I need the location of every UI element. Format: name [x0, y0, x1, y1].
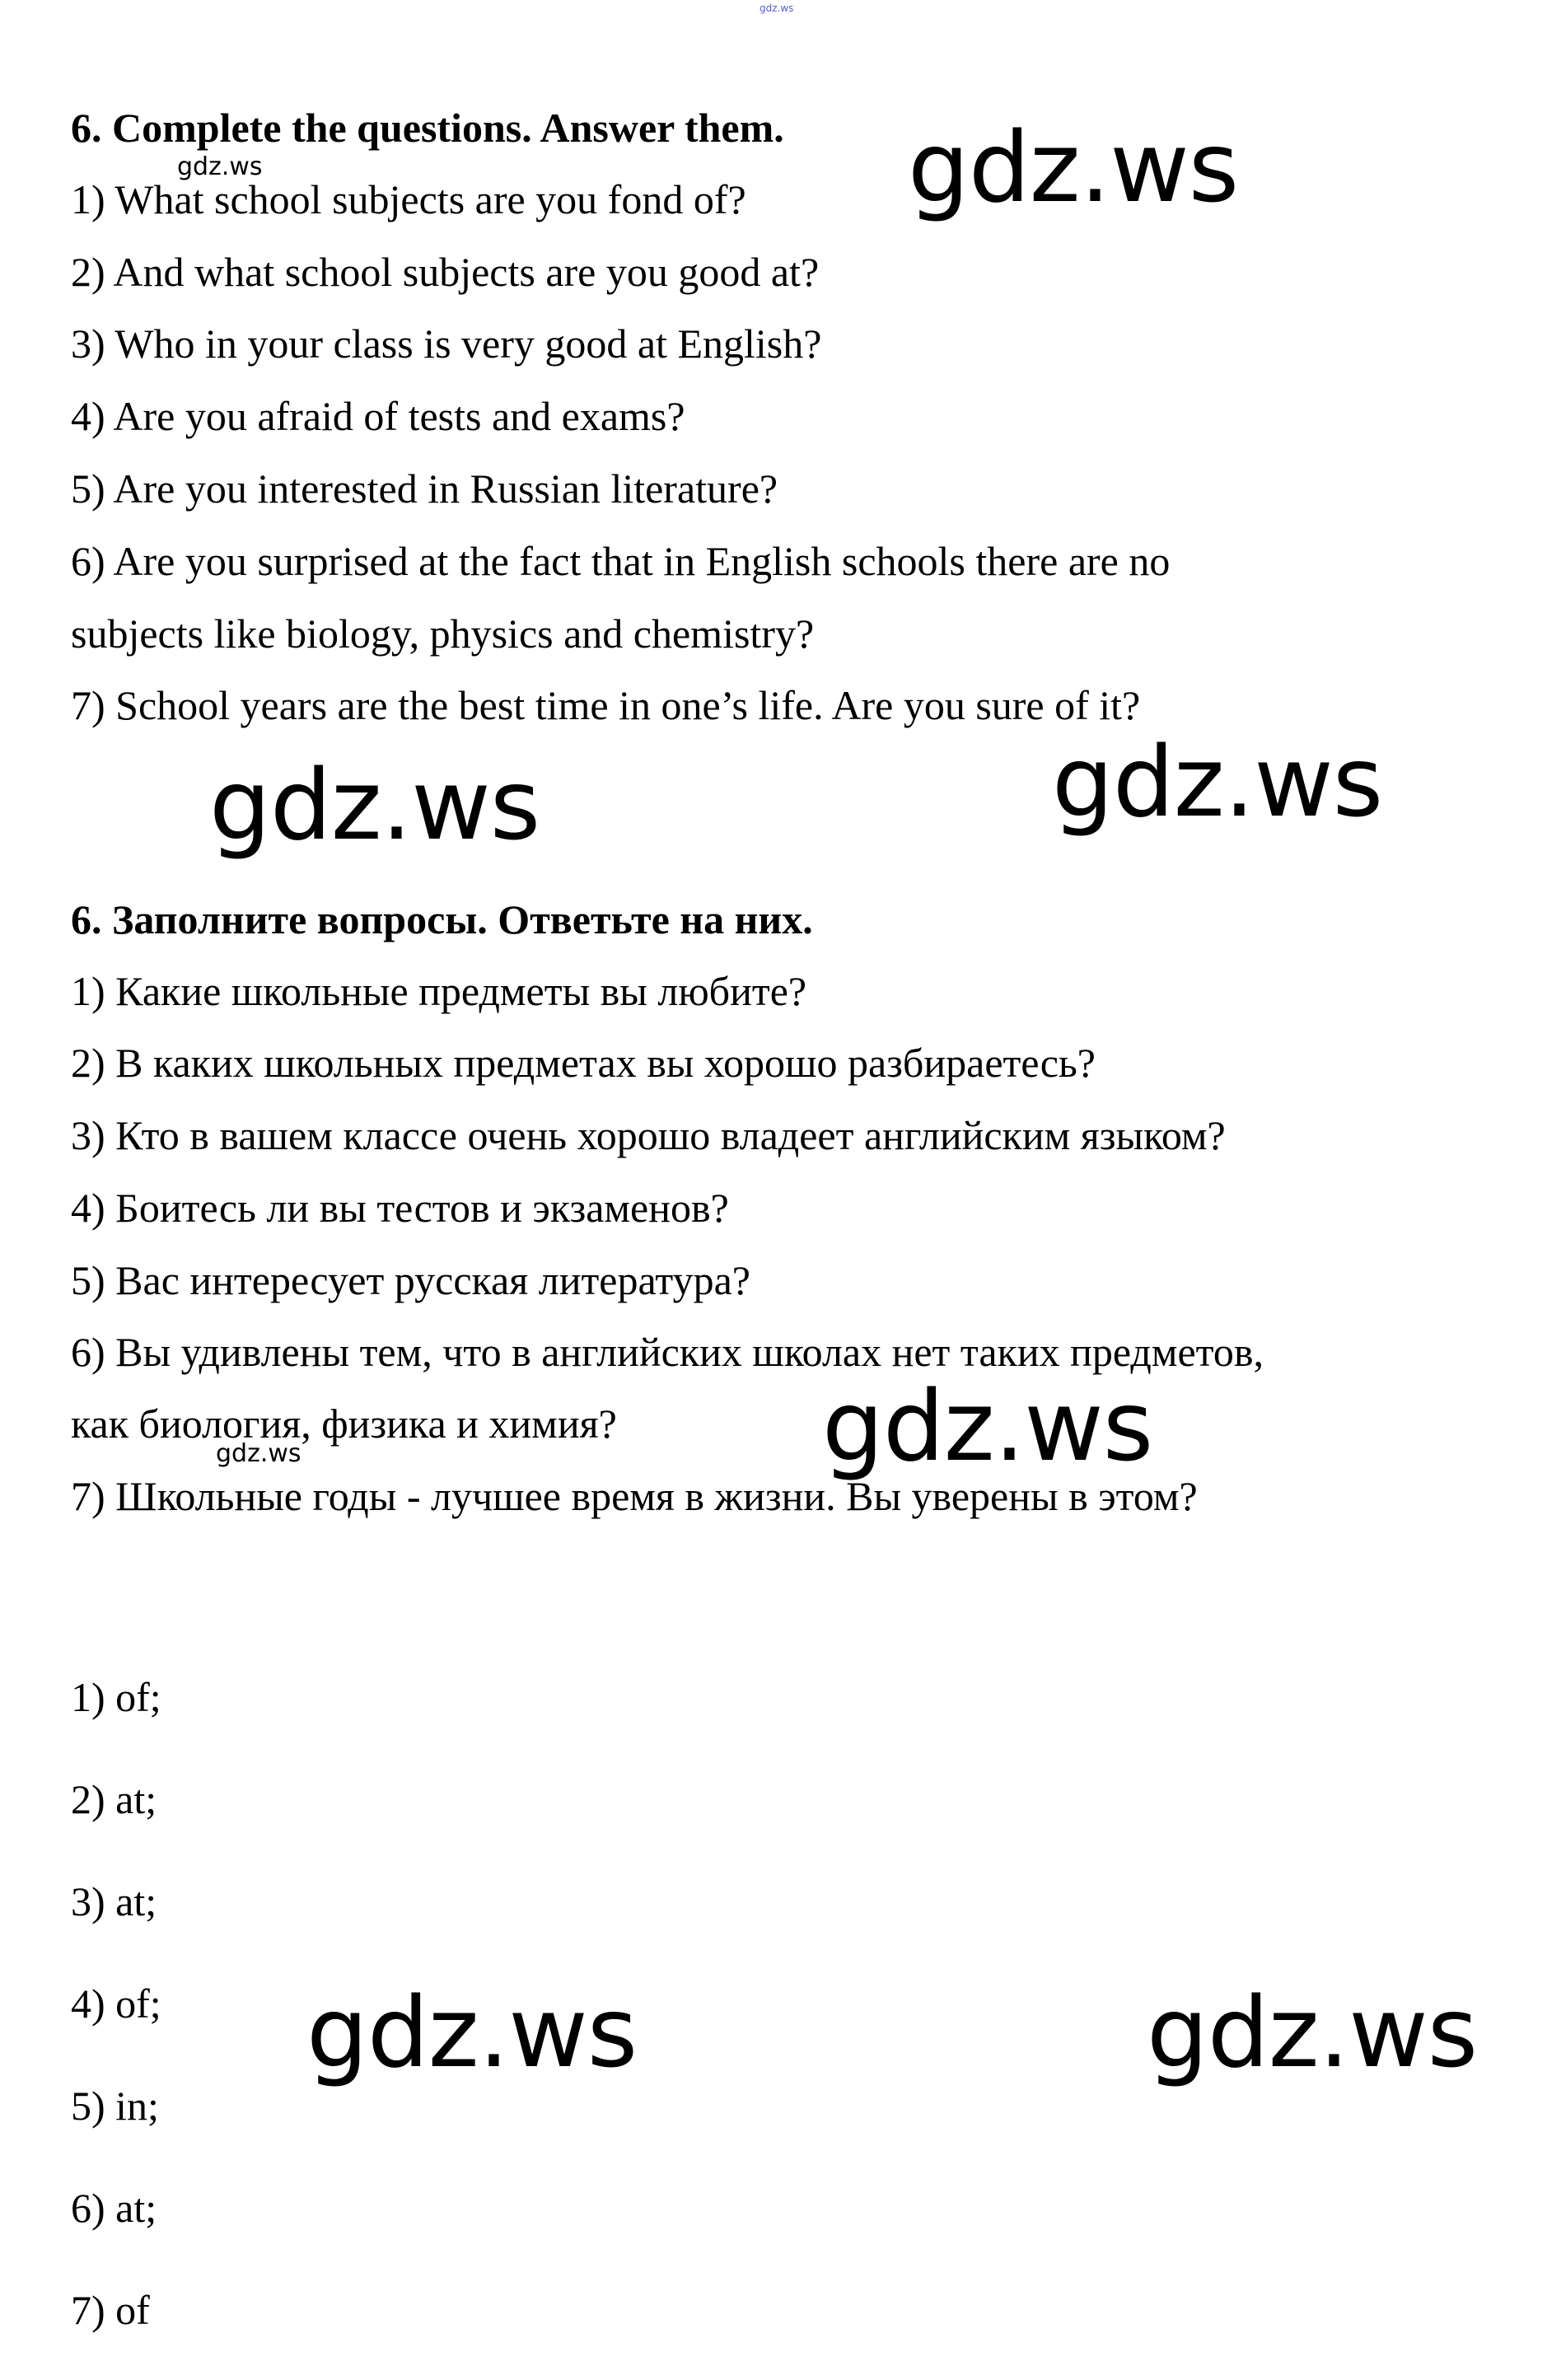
- english-question-6: 6) Are you surprised at the fact that in English schools there are no: [71, 538, 1171, 584]
- answer-4: 4) of;: [71, 1980, 161, 2027]
- answer-7: 7) of: [71, 2287, 150, 2333]
- russian-question-5: 5) Вас интересует русская литература?: [71, 1257, 750, 1303]
- top-watermark: gdz.ws: [759, 2, 794, 14]
- english-question-6-continued: subjects like biology, physics and chemistry?: [71, 610, 815, 657]
- russian-heading: 6. Заполните вопросы. Ответьте на них.: [71, 896, 813, 942]
- small-watermark: gdz.ws: [177, 152, 263, 181]
- russian-question-6-continued: как биология, физика и химия?: [71, 1400, 617, 1447]
- russian-question-2: 2) В каких школьных предметах вы хорошо разбираетесь?: [71, 1040, 1096, 1086]
- english-question-1: 1) What school subjects are you fond of?: [71, 176, 746, 222]
- watermark: gdz.ws: [1147, 1976, 1478, 2089]
- watermark: gdz.ws: [306, 1976, 638, 2089]
- answer-6: 6) at;: [71, 2185, 157, 2231]
- russian-question-7: 7) Школьные годы - лучшее время в жизни. Вы уверены в этом?: [71, 1473, 1198, 1519]
- small-watermark: gdz.ws: [216, 1439, 301, 1468]
- watermark: gdz.ws: [1052, 725, 1383, 839]
- english-question-3: 3) Who in your class is very good at English?: [71, 320, 822, 367]
- english-question-4: 4) Are you afraid of tests and exams?: [71, 393, 685, 439]
- russian-question-6: 6) Вы удивлены тем, что в английских школах нет таких предметов,: [71, 1329, 1264, 1375]
- answer-5: 5) in;: [71, 2083, 159, 2129]
- answer-1: 1) of;: [71, 1674, 161, 1720]
- english-question-2: 2) And what school subjects are you good at?: [71, 249, 820, 295]
- english-question-5: 5) Are you interested in Russian literature?: [71, 465, 778, 512]
- watermark: gdz.ws: [908, 110, 1239, 224]
- answer-2: 2) at;: [71, 1776, 157, 1822]
- answer-3: 3) at;: [71, 1878, 157, 1924]
- watermark: gdz.ws: [822, 1369, 1153, 1483]
- russian-question-4: 4) Боитесь ли вы тестов и экзаменов?: [71, 1185, 729, 1231]
- watermark: gdz.ws: [209, 748, 540, 862]
- russian-question-1: 1) Какие школьные предметы вы любите?: [71, 968, 807, 1014]
- russian-question-3: 3) Кто в вашем классе очень хорошо владеет английским языком?: [71, 1112, 1226, 1158]
- english-question-7: 7) School years are the best time in one’s life. Are you sure of it?: [71, 682, 1141, 728]
- english-heading: 6. Complete the questions. Answer them.: [71, 105, 784, 151]
